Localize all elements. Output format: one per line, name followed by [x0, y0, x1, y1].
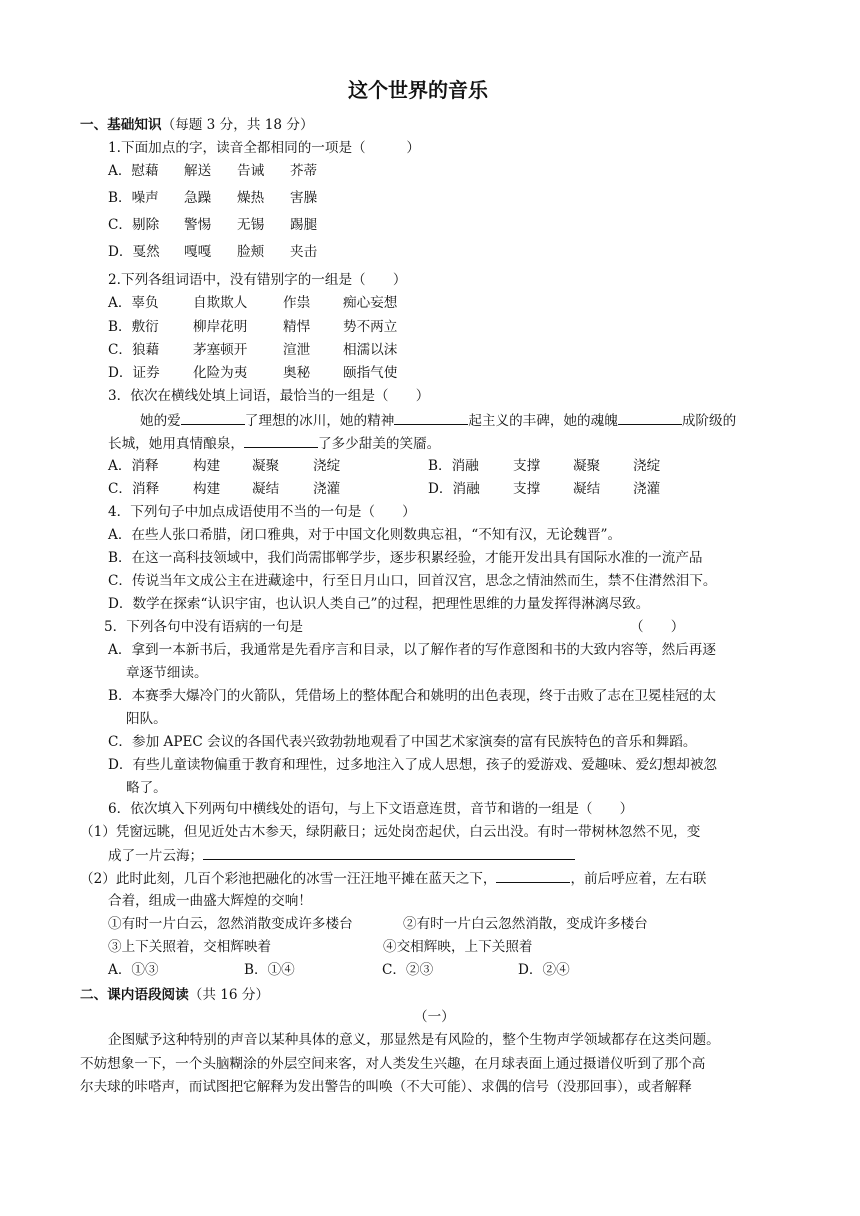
- q3-option-d-4: 浇灌: [633, 481, 661, 497]
- q1-option-d-4: 夹击: [290, 244, 318, 260]
- q3-blank-1: [181, 411, 245, 425]
- q1-option-a-4: 芥蒂: [290, 163, 318, 179]
- q2-option-c-2: 茅塞顿开: [193, 342, 248, 358]
- q3-option-d-1: D．消融: [428, 481, 480, 497]
- question-4-option-a: A．在些人张口希腊，闭口雅典，对于中国文化则数典忘祖，“不知有汉，无论魏晋”。: [108, 527, 622, 543]
- question-4-option-d: D．数学在探索“认识宇宙，也认识人类自己”的过程，把理性思维的力量发挥得淋漓尽致。: [108, 596, 650, 612]
- q1-option-d-2: 嘎嘎: [184, 244, 212, 260]
- q2-option-a-1: A．辜负: [108, 295, 159, 311]
- q3-text-1: 她的爱: [140, 413, 181, 429]
- q3-option-d-2: 支撑: [513, 481, 541, 497]
- q1-option-a-1: A．慰藉: [108, 163, 159, 179]
- question-6-option-d: D．②④: [518, 962, 570, 978]
- q3-blank-2: [394, 411, 468, 425]
- question-6-choice-3: ③上下关照着，交相辉映着: [108, 939, 272, 955]
- q6-sentence-2-head: （2）此时此刻，几百个彩池把融化的冰雪一汪汪地平摊在蓝天之下，: [80, 871, 497, 887]
- q1-option-b-1: B．噪声: [108, 190, 159, 206]
- q2-option-d-4: 颐指气使: [343, 365, 398, 381]
- question-3-stem: 3．依次在横线处填上词语，最恰当的一组是（ ）: [108, 388, 430, 404]
- q3-option-c-1: C．消释: [108, 481, 160, 497]
- question-6-sentence-2-line-1: [80, 869, 706, 888]
- question-5-option-d-line-2: 略了。: [126, 780, 167, 796]
- q2-option-c-4: 相濡以沫: [343, 342, 398, 358]
- q2-option-d-3: 奥秘: [283, 365, 311, 381]
- section-2-part-label: （一）: [414, 1009, 455, 1025]
- q3-text-2: 了理想的冰川，她的精神: [244, 413, 395, 429]
- q3-option-b-3: 凝聚: [573, 458, 601, 474]
- question-2-stem: 2.下列各组词语中，没有错别字的一组是（ ）: [108, 272, 407, 288]
- passage-line-1: 企图赋予这种特别的声音以某种具体的意义，那显然是有风险的，整个生物声学领域都存在这类问题。: [108, 1032, 720, 1048]
- question-6-sentence-1-line-2: [108, 846, 575, 865]
- question-3-passage-line-1: [140, 411, 736, 430]
- q2-option-c-1: C．狼藉: [108, 342, 160, 358]
- question-6-sentence-1-line-1: （1）凭窗远眺，但见近处古木参天，绿阴蔽日；远处岗峦起伏，白云出没。有时一带树林忽然不见，变: [80, 824, 701, 840]
- q1-option-b-3: 燥热: [237, 190, 265, 206]
- q1-option-b-4: 害臊: [290, 190, 318, 206]
- q3-option-c-3: 凝结: [252, 481, 280, 497]
- passage-line-3: 尔夫球的咔嗒声，而试图把它解释为发出警告的叫唤（不大可能）、求偶的信号（没那回事），或者解释: [80, 1079, 692, 1095]
- question-5-stem: 5．下列各句中没有语病的一句是: [104, 619, 303, 635]
- q3-blank-3: [618, 411, 682, 425]
- q1-option-c-2: 警惕: [184, 217, 212, 233]
- question-5-option-b-line-1: B．本赛季大爆冷门的火箭队，凭借场上的整体配合和姚明的出色表现，终于击败了志在卫冕桂冠的太: [108, 688, 717, 704]
- question-6-sentence-2-line-2: 合着，组成一曲盛大辉煌的交响！: [108, 893, 312, 909]
- section-2-heading: [80, 986, 269, 1004]
- section-1-heading: [80, 116, 314, 134]
- question-6-option-c: C．②③: [382, 962, 434, 978]
- q2-option-b-3: 精悍: [283, 319, 311, 335]
- q3-text-3: 起主义的丰碑，她的魂魄: [468, 413, 618, 429]
- q3-option-d-3: 凝结: [573, 481, 601, 497]
- section-1-score-note: （每题 3 分，共 18 分）: [161, 117, 314, 133]
- question-5-option-b-line-2: 阳队。: [126, 711, 167, 727]
- question-4-option-c: C．传说当年文成公主在进藏途中，行至日月山口，回首汉宫，思念之情油然而生，禁不住潸然泪下。: [108, 573, 717, 589]
- question-6-choice-2: ②有时一片白云忽然消散，变成许多楼台: [403, 916, 648, 932]
- question-5-option-a-line-2: 章逐节细读。: [126, 665, 208, 681]
- question-6-option-b: B．①④: [244, 962, 295, 978]
- section-2-title: 二、课内语段阅读: [80, 987, 189, 1003]
- section-2-score-note: （共 16 分）: [188, 987, 270, 1003]
- question-5-option-c: C．参加 APEC 会议的各国代表兴致勃勃地观看了中国艺术家演奏的富有民族特色的音乐和舞蹈。: [108, 734, 697, 750]
- question-5-answer-paren: （ ）: [630, 619, 685, 635]
- question-5-option-d-line-1: D．有些儿童读物偏重于教育和理性，过多地注入了成人思想，孩子的爱游戏、爱趣味、爱幻想却被忽: [108, 757, 718, 773]
- q1-option-a-2: 解送: [184, 163, 212, 179]
- q3-option-a-1: A．消释: [108, 458, 159, 474]
- q2-option-d-1: D．证券: [108, 365, 160, 381]
- q1-option-c-3: 无锡: [237, 217, 265, 233]
- question-4-stem: 4．下列句子中加点成语使用不当的一句是（ ）: [108, 504, 416, 520]
- q3-text-5: 长城，她用真情酿泉，: [108, 436, 244, 452]
- q2-option-a-2: 自欺欺人: [193, 295, 248, 311]
- q2-option-b-2: 柳岸花明: [193, 319, 248, 335]
- section-1-title: 一、基础知识: [80, 117, 162, 133]
- question-6-choice-4: ④交相辉映，上下关照着: [383, 939, 533, 955]
- q6-blank-2: [496, 869, 570, 883]
- question-6-option-a: A．①③: [108, 962, 159, 978]
- q3-option-c-4: 浇灌: [313, 481, 341, 497]
- question-6-choice-1: ①有时一片白云，忽然消散变成许多楼台: [108, 916, 353, 932]
- q3-option-c-2: 构建: [193, 481, 221, 497]
- q3-option-a-3: 凝聚: [252, 458, 280, 474]
- q3-option-a-2: 构建: [193, 458, 221, 474]
- passage-line-2: 不妨想象一下，一个头脑糊涂的外层空间来客，对人类发生兴趣，在月球表面上通过摄谱仪听到了那个高: [80, 1056, 706, 1072]
- q6-blank-1: [203, 846, 575, 860]
- q2-option-b-4: 势不两立: [343, 319, 398, 335]
- q6-sentence-2-mid: ，前后呼应着，左右联: [570, 871, 707, 887]
- q1-option-a-3: 告诫: [237, 163, 265, 179]
- q2-option-b-1: B．敷衍: [108, 319, 159, 335]
- q2-option-a-4: 痴心妄想: [343, 295, 398, 311]
- q1-option-c-4: 踢腿: [290, 217, 318, 233]
- question-3-passage-line-2: [108, 434, 440, 453]
- q3-blank-4: [244, 434, 318, 448]
- q3-text-4: 成阶级的: [681, 413, 737, 429]
- q6-sentence-1-tail: 成了一片云海；: [108, 848, 204, 864]
- q1-option-c-1: C．剔除: [108, 217, 160, 233]
- q2-option-a-3: 作祟: [283, 295, 311, 311]
- q2-option-d-2: 化险为夷: [193, 365, 248, 381]
- q1-option-d-1: D．戛然: [108, 244, 160, 260]
- question-6-stem: 6．依次填入下列两句中横线处的语句，与上下文语意连贯，音节和谐的一组是（ ）: [108, 801, 634, 817]
- q3-text-6: 了多少甜美的笑靥。: [317, 436, 441, 452]
- q1-option-d-3: 脸颊: [237, 244, 265, 260]
- q1-option-b-2: 急躁: [184, 190, 212, 206]
- q3-option-a-4: 浇绽: [313, 458, 341, 474]
- question-5-option-a-line-1: A．拿到一本新书后，我通常是先看序言和目录，以了解作者的写作意图和书的大致内容等，然后再逐: [108, 642, 716, 658]
- q3-option-b-4: 浇绽: [633, 458, 661, 474]
- q2-option-c-3: 渲泄: [283, 342, 311, 358]
- q3-option-b-1: B．消融: [428, 458, 479, 474]
- document-title: 这个世界的音乐: [348, 78, 488, 102]
- q3-option-b-2: 支撑: [513, 458, 541, 474]
- question-1-stem: 1.下面加点的字，读音全都相同的一项是（ ）: [108, 140, 421, 156]
- question-4-option-b: B．在这一高科技领域中，我们尚需邯郸学步，逐步积累经验，才能开发出具有国际水准的一流产品: [108, 550, 703, 566]
